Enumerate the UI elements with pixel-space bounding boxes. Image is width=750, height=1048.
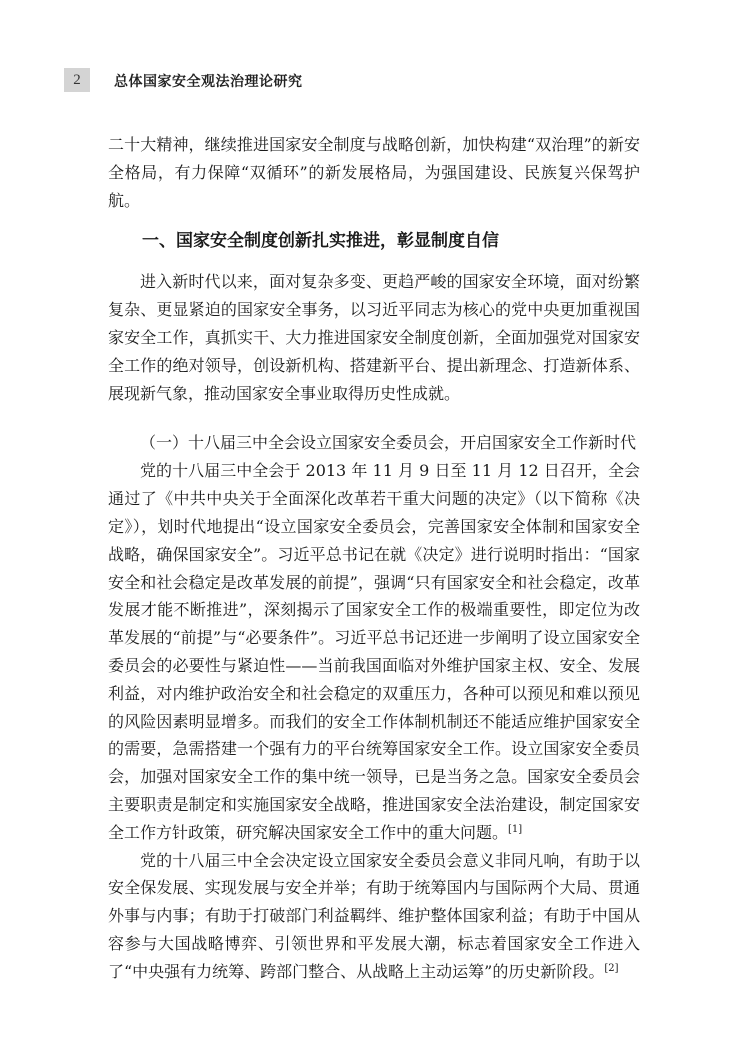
- running-header: [64, 68, 684, 94]
- footnote-ref-2[interactable]: [2]: [604, 962, 619, 974]
- paragraph-continued: 二十大精神，继续推进国家安全制度与战略创新，加快构建“双治理”的新安全格局，有力保障“双循环”的新发展格局，为强国建设、民族复兴保驾护航。: [108, 135, 640, 210]
- paragraph-text: 党的十八届三中全会于 2013 年 11 月 9 日至 11 月 12 日召开，全会通过了《中共中央关于全面深化改革若干重大问题的决定》（以下简称《决定》），划时代地提出“设立国家安全委员会，完善国家安全体制和国家安全战略，确保国家安全”。习近平总书记在就《决定》进行说明时指出：“国家安全和社会稳定是改革发展的前提”，强调“只有国家安全和社会稳定，改革发展才能不断推进”，深刻揭示了国家安全工作的极端重要性，即定位为改革发展的“前提”与“必要条件”。习近平总书记还进一步阐明了设立国家安全委员会的必要性与紧迫性——当前我国面临对外维护国家主权、安全、发展利益，对内维护政治安全和社会稳定的双重压力，各种可以预见和难以预见的风险因素明显增多。而我们的安全工作体制机制还不能适应维护国家安全的需要，急需搭建一个强有力的平台统筹国家安全工作。设立国家安全委员会，加强对国家安全工作的集中统一领导，已是当务之急。国家安全委员会主要职责是制定和实施国家安全战略，推进国家安全法治建设，制定国家安全工作方针政策，研究解决国家安全工作中的重大问题。: [108, 461, 640, 842]
- paragraph-significance: [108, 847, 640, 986]
- paragraph-intro: 进入新时代以来，面对复杂多变、更趋严峻的国家安全环境，面对纷繁复杂、更显紧迫的国家安全事务，以习近平同志为核心的党中央更加重视国家安全工作，真抓实干、大力推进国家安全制度创新，全面加强党对国家安全工作的绝对领导，创设新机构、搭建新平台、提出新理念、打造新体系、展现新气象，推动国家安全事业取得历史性成就。: [108, 272, 640, 403]
- paragraph-third-plenum: [108, 457, 640, 846]
- subsection-heading: （一）十八届三中全会设立国家安全委员会，开启国家安全工作新时代: [140, 433, 637, 453]
- running-title: 总体国家安全观法治理论研究: [114, 74, 303, 90]
- page-number: 2: [64, 68, 90, 92]
- page-body: [108, 131, 640, 986]
- paragraph-text: 党的十八届三中全会决定设立国家安全委员会意义非同凡响，有助于以安全保发展、实现发展与安全并举；有助于统筹国内与国际两个大局、贯通外事与内事；有助于打破部门利益羁绊、维护整体国家利益；有助于中国从容参与大国战略博弈、引领世界和平发展大潮，标志着国家安全工作进入了“中央强有力统筹、跨部门整合、从战略上主动运筹”的历史新阶段。: [108, 850, 640, 981]
- section-heading: 一、国家安全制度创新扎实推进，彰显制度自信: [142, 231, 499, 252]
- footnote-ref-1[interactable]: [1]: [508, 823, 523, 835]
